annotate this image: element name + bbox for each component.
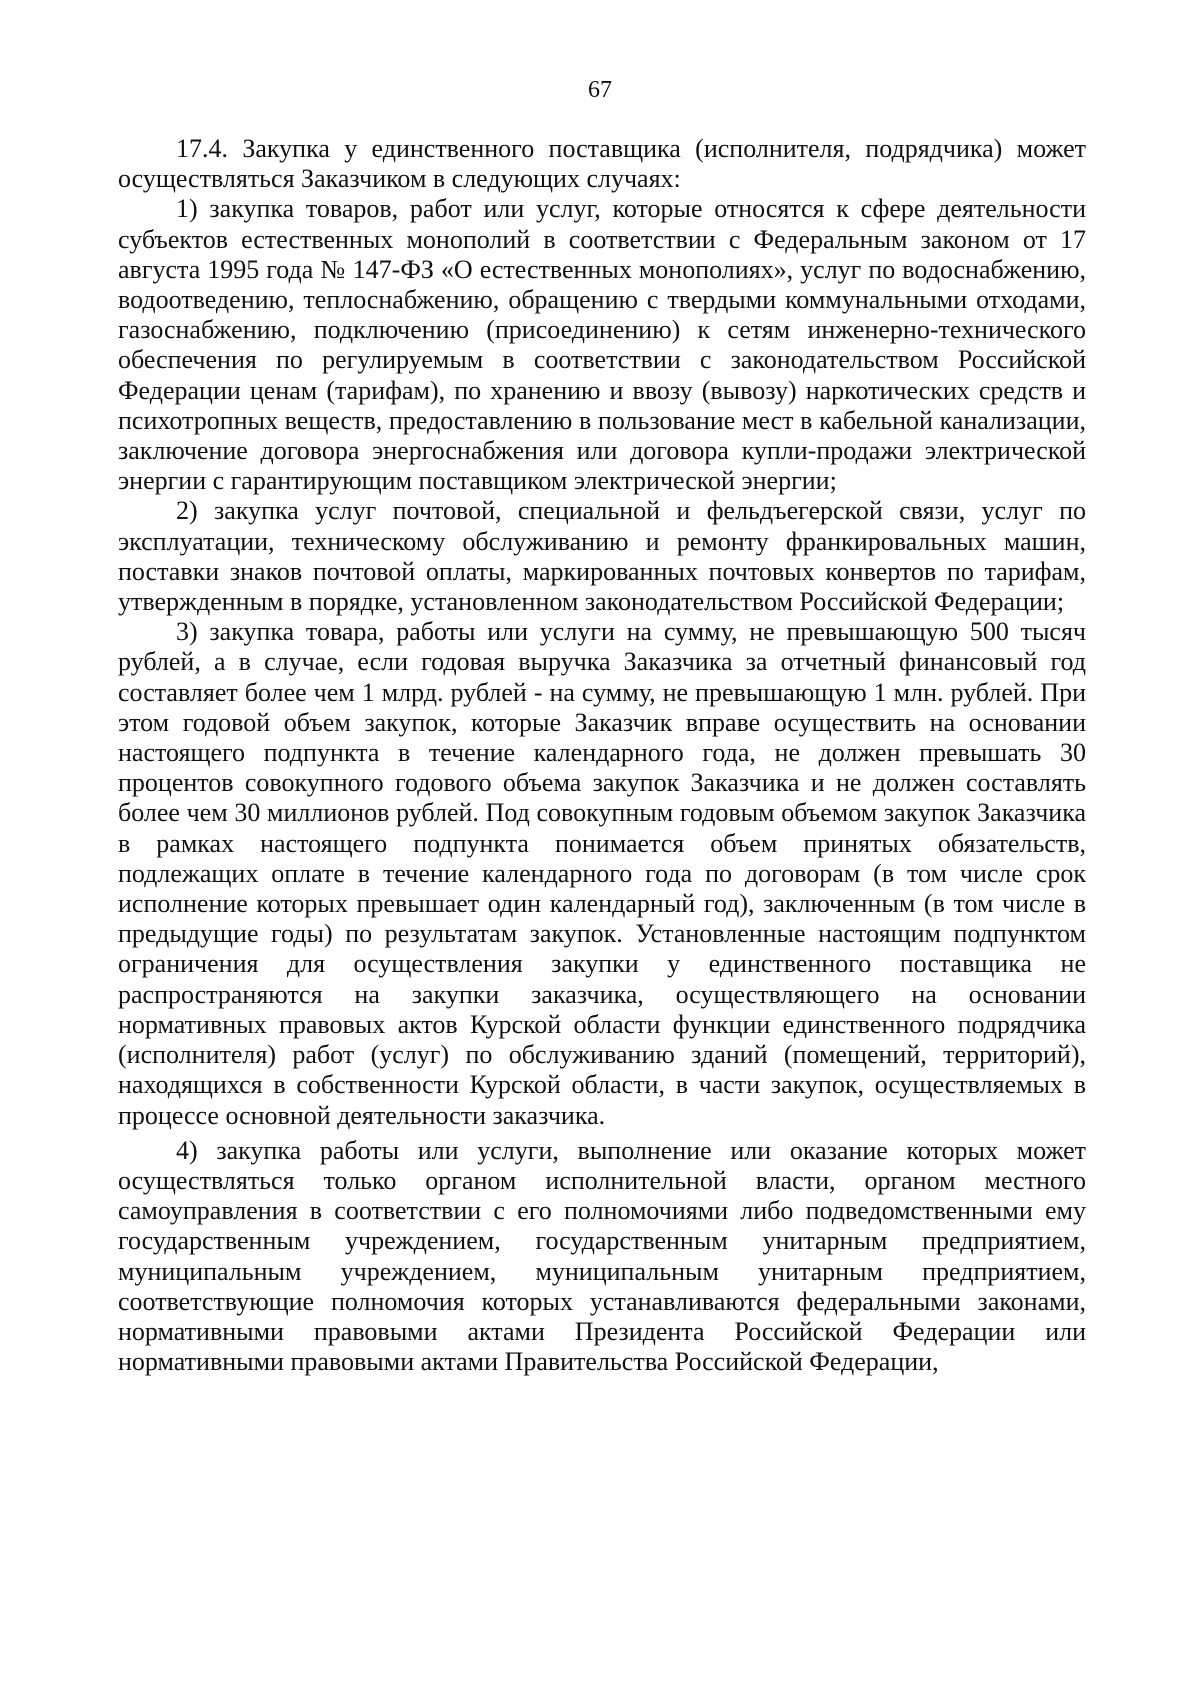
paragraph-17-4: 17.4. Закупка у единственного поставщика (исполнителя, подрядчика) может осуществляться Заказчиком в следующих случаях: [118,134,1086,194]
paragraph-item-1: 1) закупка товаров, работ или услуг, которые относятся к сфере деятельности субъектов естественных монополий в соответствии с Федеральным законом от 17 августа 1995 года № 147-ФЗ «О естественных монополиях», услуг по водоснабжению, водоотведению, теплоснабжению, обращению с твердыми коммунальными отходами, газоснабжению, подключению (присоединению) к сетям инженерно-технического обеспечения по регулируемым в соответствии с законодательством Российской Федерации ценам (тарифам), по хранению и ввозу (вывозу) наркотических средств и психотропных веществ, предоставлению в пользование мест в кабельной канализации, заключение договора энергоснабжения или договора купли-продажи электрической энергии с гарантирующим поставщиком электрической энергии; [118,194,1086,496]
paragraph-item-4: 4) закупка работы или услуги, выполнение или оказание которых может осуществляться только органом исполнительной власти, органом местного самоуправления в соответствии с его полномочиями либо подведомственными ему государственным учреждением, государственным унитарным предприятием, муниципальным учреждением, муниципальным унитарным предприятием, соответствующие полномочия которых устанавливаются федеральными законами, нормативными правовыми актами Президента Российской Федерации или нормативными правовыми актами Правительства Российской Федерации, [118,1135,1086,1377]
document-body [118,134,1086,1377]
paragraph-item-2: 2) закупка услуг почтовой, специальной и фельдъегерской связи, услуг по эксплуатации, техническому обслуживанию и ремонту франкировальных машин, поставки знаков почтовой оплаты, маркированных почтовых конвертов по тарифам, утвержденным в порядке, установленном законодательством Российской Федерации; [118,496,1086,617]
paragraph-item-3: 3) закупка товара, работы или услуги на сумму, не превышающую 500 тысяч рублей, а в случае, если годовая выручка Заказчика за отчетный финансовый год составляет более чем 1 млрд. рублей - на сумму, не превышающую 1 млн. рублей. При этом годовой объем закупок, которые Заказчик вправе осуществить на основании настоящего подпункта в течение календарного года, не должен превышать 30 процентов совокупного годового объема закупок Заказчика и не должен составлять более чем 30 миллионов рублей. Под совокупным годовым объемом закупок Заказчика в рамках настоящего подпункта понимается объем принятых обязательств, подлежащих оплате в течение календарного года по договорам (в том числе срок исполнение которых превышает один календарный год), заключенным (в том числе в предыдущие годы) по результатам закупок. Установленные настоящим подпунктом ограничения для осуществления закупки у единственного поставщика не распространяются на закупки заказчика, осуществляющего на основании нормативных правовых актов Курской области функции единственного подрядчика (исполнителя) работ (услуг) по обслуживанию зданий (помещений, территорий), находящихся в собственности Курской области, в части закупок, осуществляемых в процессе основной деятельности заказчика. [118,617,1086,1130]
page-number: 67 [588,77,612,103]
